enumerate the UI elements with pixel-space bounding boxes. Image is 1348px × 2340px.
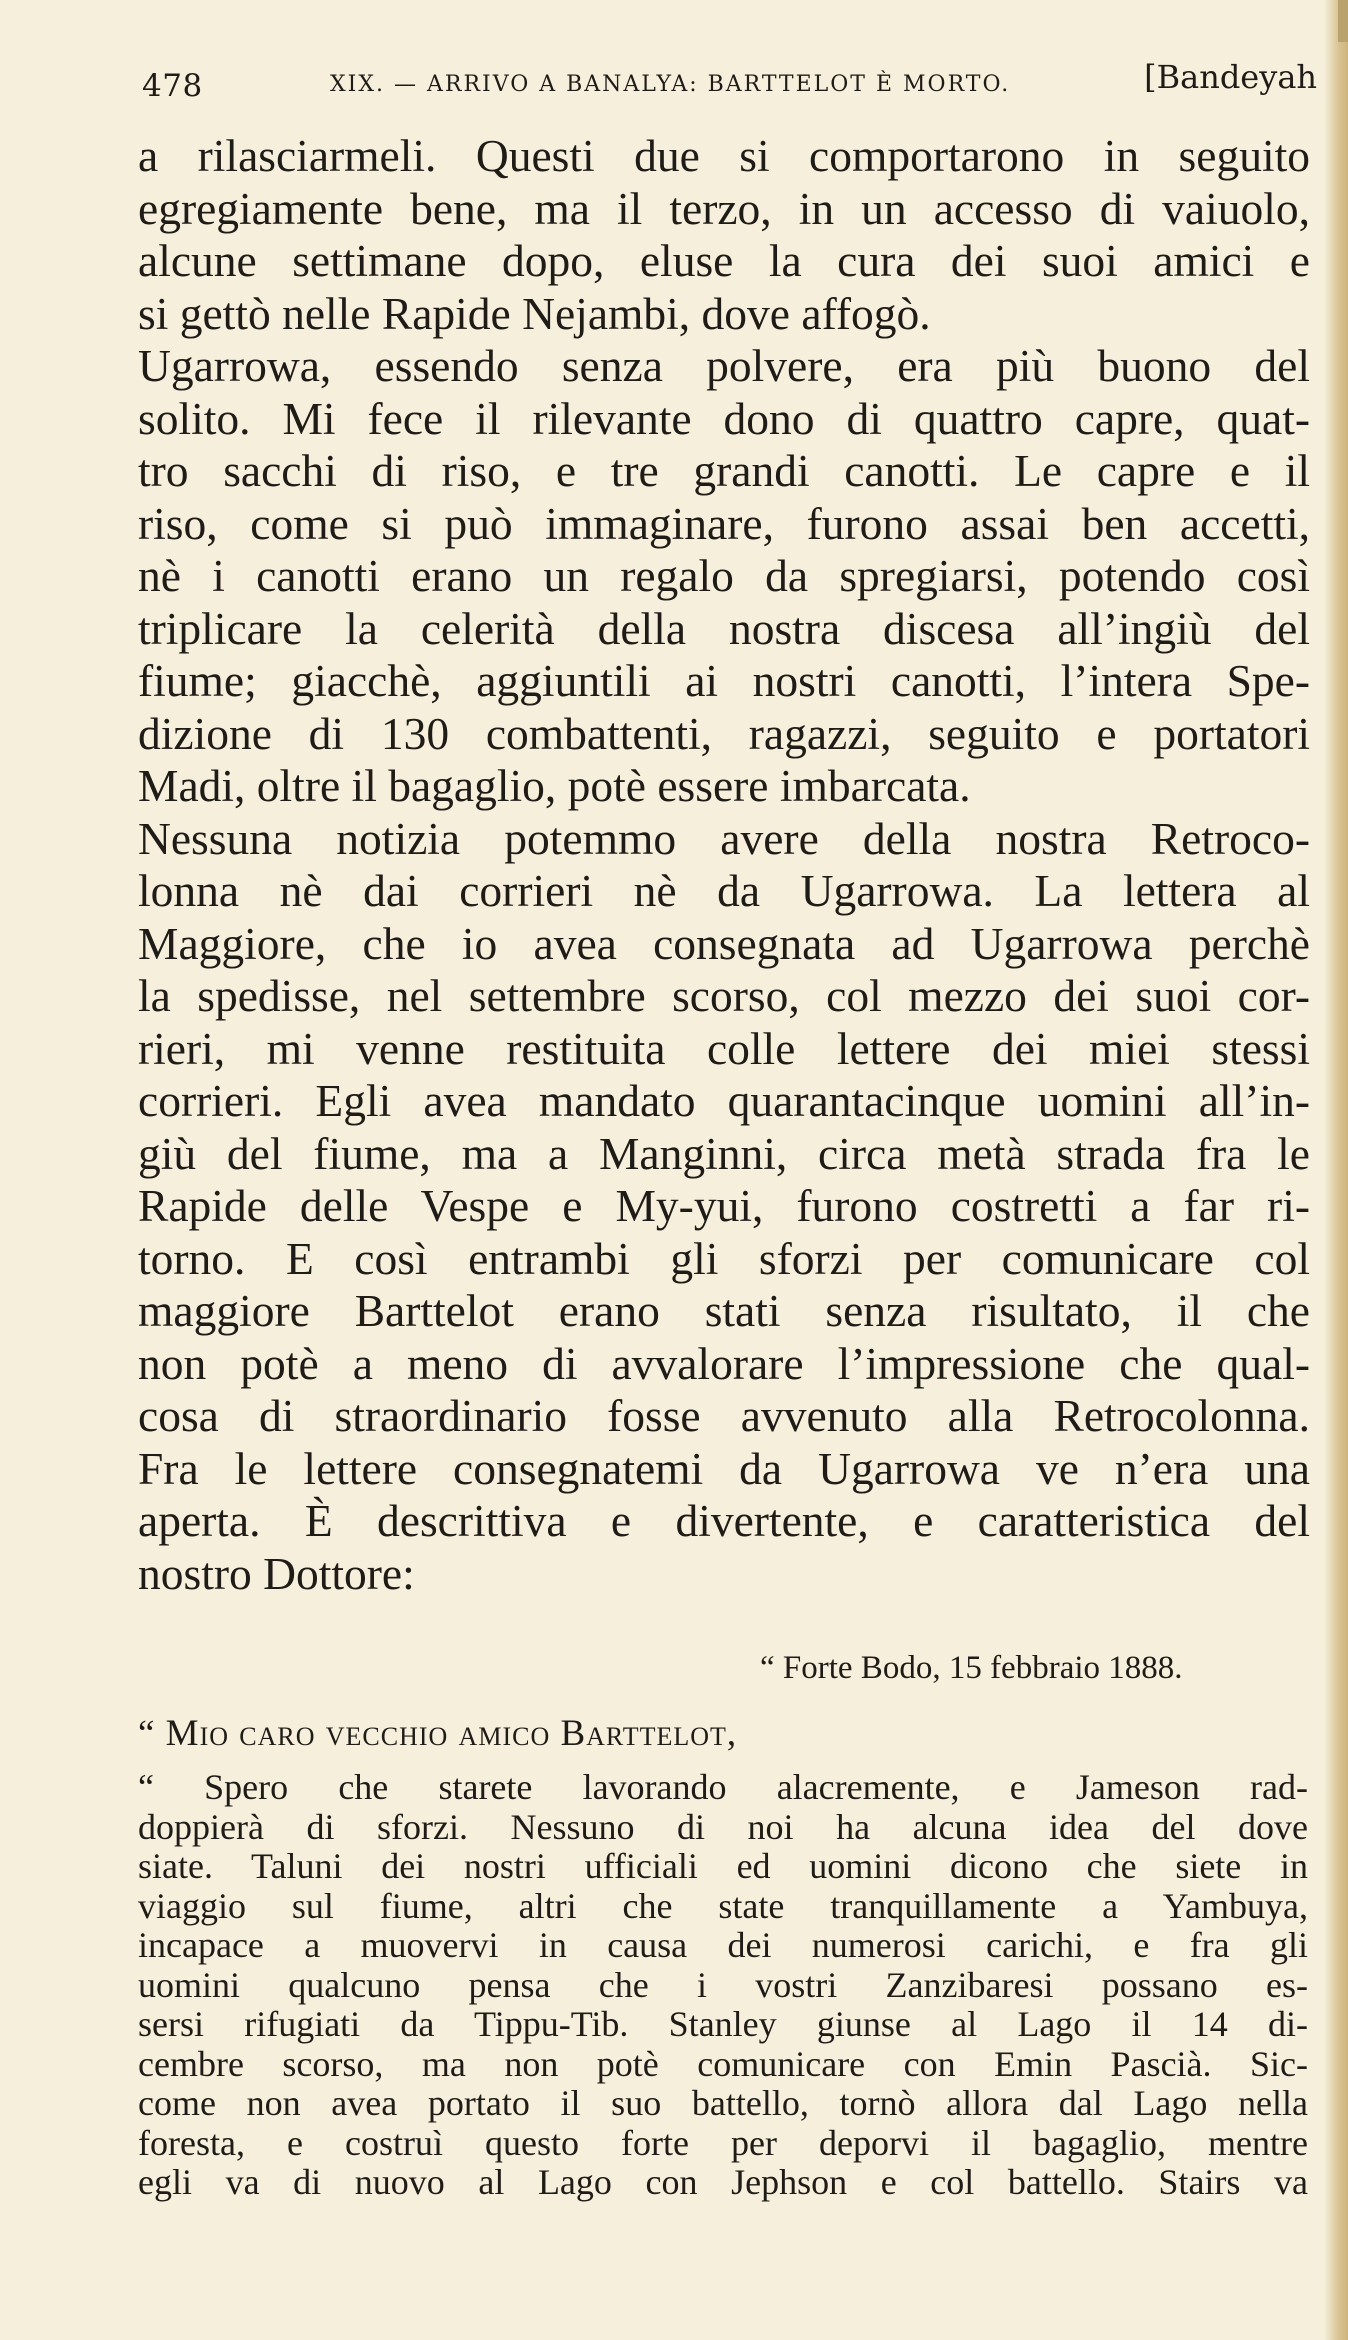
text-line: triplicare la celerità della nostra discesa all’ingiù del: [138, 602, 1310, 654]
letter-line: incapace a muovervi in causa dei numerosi carichi, e fra gli: [138, 1925, 1308, 1965]
letter-line: doppierà di sforzi. Nessuno di noi ha alcuna idea del dove: [138, 1806, 1308, 1847]
text-line: Ugarrowa, essendo senza polvere, era più buono del: [138, 340, 1310, 391]
text-line: a rilasciarmeli. Questi due si comportarono in seguito: [138, 130, 1310, 181]
text-line: maggiore Barttelot erano stati senza risultato, il che: [138, 1285, 1310, 1336]
letter-salutation: “ Mio caro vecchio amico Barttelot,: [138, 1713, 738, 1754]
text-line: aperta. È descrittiva e divertente, e caratteristica del: [138, 1495, 1310, 1546]
text-line: solito. Mi fece il rilevante dono di quattro capre, quat-: [138, 392, 1310, 444]
text-line: Madi, oltre il bagaglio, potè essere imbarcata.: [138, 760, 971, 811]
text-line: non potè a meno di avvalorare l’impressione che qual-: [138, 1337, 1310, 1389]
letter-line: viaggio sul fiume, altri che state tranquillamente a Yambuya,: [138, 1885, 1308, 1926]
text-line: lonna nè dai corrieri nè da Ugarrowa. La lettera al: [138, 865, 1310, 916]
text-line: Nessuna notizia potemmo avere della nostra Retroco-: [138, 812, 1310, 864]
running-header: [142, 58, 1317, 102]
letter-line: uomini qualcuno pensa che i vostri Zanzibaresi possano es-: [138, 1964, 1308, 2005]
text-line: la spedisse, nel settembre scorso, col mezzo dei suoi cor-: [138, 970, 1310, 1021]
text-line: corrieri. Egli avea mandato quarantacinque uomini all’in-: [138, 1075, 1310, 1126]
text-line: Fra le lettere consegnatemi da Ugarrowa ve n’era una: [138, 1442, 1310, 1494]
text-line: rieri, mi venne restituita colle lettere dei miei stessi: [138, 1022, 1310, 1074]
text-line: cosa di straordinario fosse avvenuto alla Retrocolonna.: [138, 1390, 1310, 1441]
letter-line: “ Spero che starete lavorando alacremente, e Jameson rad-: [138, 1767, 1308, 1807]
text-line: egregiamente bene, ma il terzo, in un accesso di vaiuolo,: [138, 182, 1310, 234]
text-line: nè i canotti erano un regalo da spregiarsi, potendo così: [138, 550, 1310, 601]
text-line: giù del fiume, ma a Manginni, circa metà strada fra le: [138, 1127, 1310, 1179]
page-edge-shadow: [1324, 0, 1348, 2340]
text-line: torno. E così entrambi gli sforzi per comunicare col: [138, 1232, 1310, 1284]
text-line: riso, come si può immaginare, furono assai ben accetti,: [138, 497, 1310, 549]
page-number: 478: [142, 68, 203, 104]
page-edge-tab: [1338, 0, 1348, 42]
text-line: Rapide delle Vespe e My-yui, furono costretti a far ri-: [138, 1180, 1310, 1231]
text-line: alcune settimane dopo, eluse la cura dei suoi amici e: [138, 235, 1310, 286]
letter-text: [138, 1768, 1308, 2203]
main-text: [138, 130, 1310, 1600]
text-line: Maggiore, che io avea consegnata ad Ugarrowa perchè: [138, 917, 1310, 969]
letter-line: egli va di nuovo al Lago con Jephson e col battello. Stairs va: [138, 2162, 1308, 2202]
section-tag: [Bandeyah: [1144, 58, 1317, 96]
letter-date-line: “ Forte Bodo, 15 febbraio 1888.: [760, 1650, 1183, 1686]
letter-line: sersi rifugiati da Tippu-Tib. Stanley giunse al Lago il 14 di-: [138, 2004, 1308, 2044]
letter-line: cembre scorso, ma non potè comunicare con Emin Pascià. Sic-: [138, 2043, 1308, 2084]
text-line: tro sacchi di riso, e tre grandi canotti. Le capre e il: [138, 445, 1310, 496]
letter-line: come non avea portato il suo battello, tornò allora dal Lago nella: [138, 2083, 1308, 2123]
text-line: nostro Dottore:: [138, 1547, 415, 1599]
letter-line: siate. Taluni dei nostri ufficiali ed uomini dicono che siete in: [138, 1846, 1308, 1886]
text-line: dizione di 130 combattenti, ragazzi, seguito e portatori: [138, 707, 1310, 759]
text-line: si gettò nelle Rapide Nejambi, dove affogò.: [138, 287, 931, 339]
letter-line: foresta, e costruì questo forte per deporvi il bagaglio, mentre: [138, 2122, 1308, 2163]
running-title: XIX. — ARRIVO A BANALYA: BARTTELOT È MORTO.: [330, 72, 1011, 97]
text-line: fiume; giacchè, aggiuntili ai nostri canotti, l’intera Spe-: [138, 655, 1310, 706]
